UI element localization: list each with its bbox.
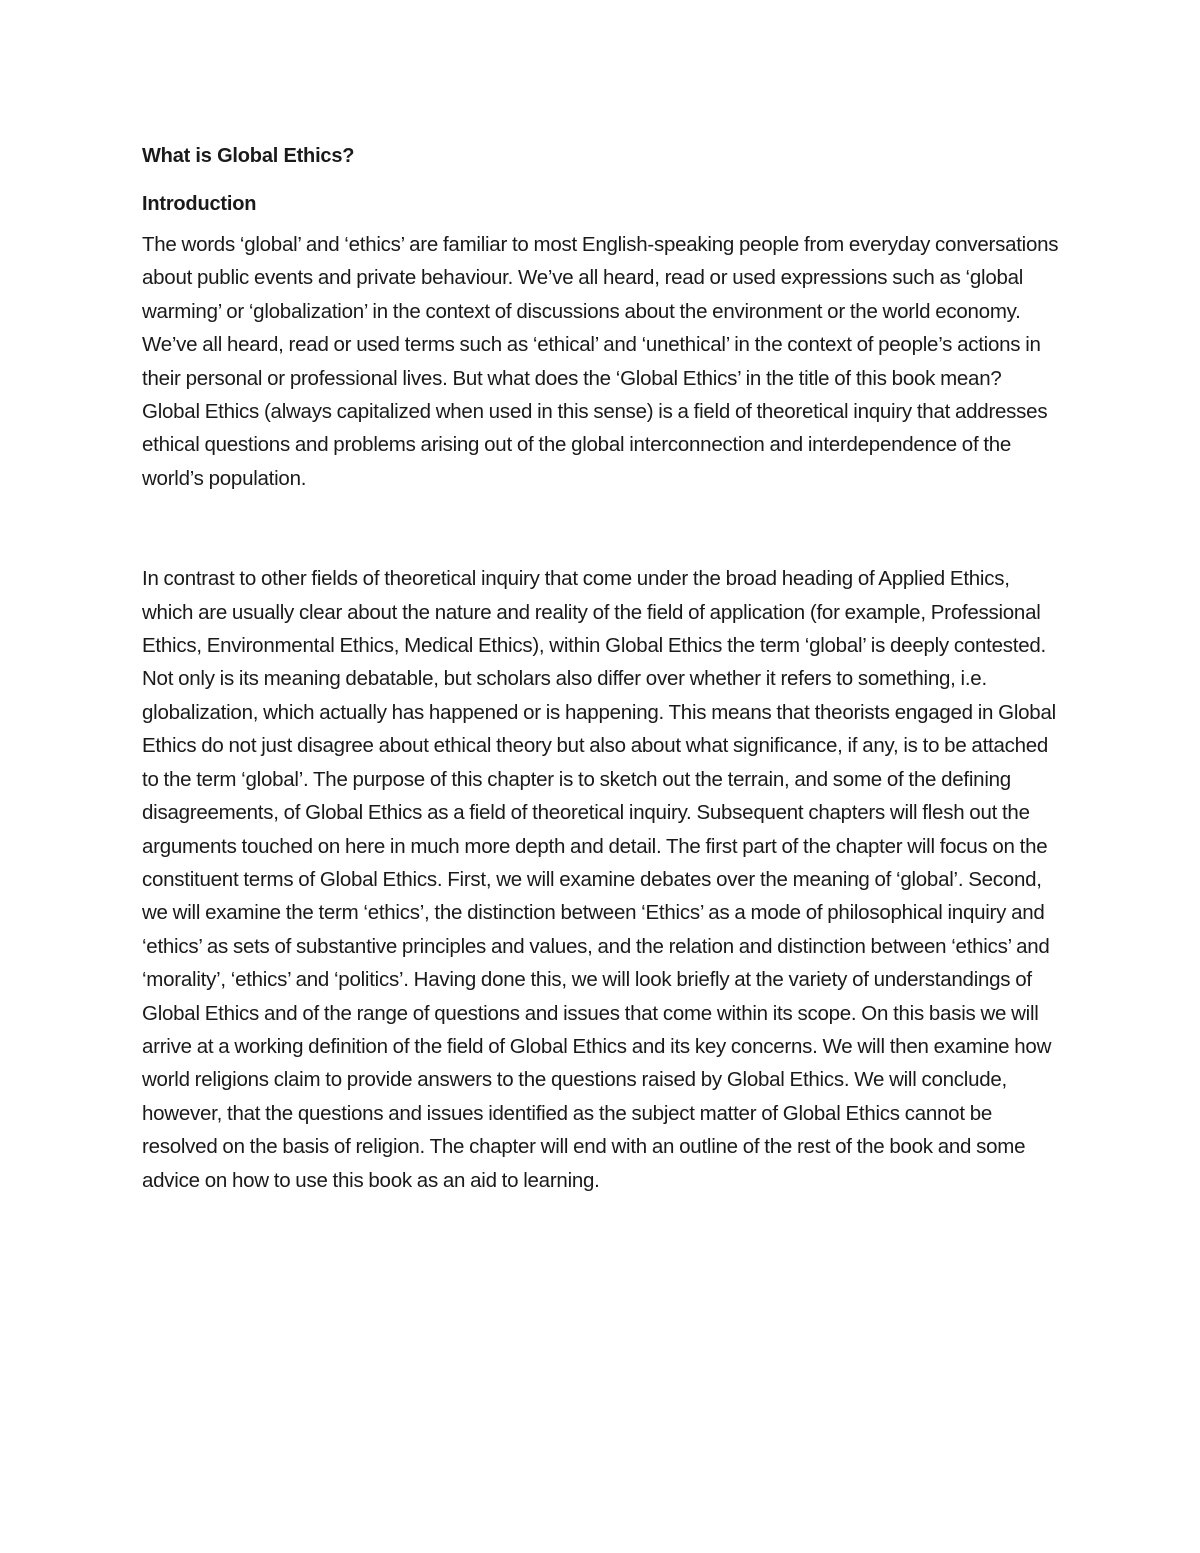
paragraph-1: The words ‘global’ and ‘ethics’ are familiar to most English-speaking people from everyday conversations about public events and private behaviour. We’ve all heard, read or used expressions such as ‘global warming’ or ‘globalization’ in the context of discussions about the environment or the world economy. We’ve all heard, read or used terms such as ‘ethical’ and ‘unethical’ in the context of people’s actions in their personal or professional lives. But what does the ‘Global Ethics’ in the title of this book mean? Global Ethics (always capitalized when used in this sense) is a field of theoretical inquiry that addresses ethical questions and problems arising out of the global interconnection and interdependence of the world’s population. [142,233,1059,490]
paragraph-2: In contrast to other fields of theoretical inquiry that come under the broad heading of Applied Ethics, which are usually clear about the nature and reality of the field of application (for example, Professional Ethics, Environmental Ethics, Medical Ethics), within Global Ethics the term ‘global’ is deeply contested. Not only is its meaning debatable, but scholars also differ over whether it refers to something, i.e. globalization, which actually has happened or is happening. This means that theorists engaged in Global Ethics do not just disagree about ethical theory but also about what significance, if any, is to be attached to the term ‘global’. The purpose of this chapter is to sketch out the terrain, and some of the defining disagreements, of Global Ethics as a field of theoretical inquiry. Subsequent chapters will flesh out the arguments touched on here in much more depth and detail. The first part of the chapter will focus on the constituent terms of Global Ethics. First, we will examine debates over the meaning of ‘global’. Second, we will examine the term ‘ethics’, the distinction between ‘Ethics’ as a mode of philosophical inquiry and ‘ethics’ as sets of substantive principles and values, and the relation and distinction between ‘ethics’ and ‘morality’, ‘ethics’ and ‘politics’. Having done this, we will look briefly at the variety of understandings of Global Ethics and of the range of questions and issues that come within its scope. On this basis we will arrive at a working definition of the field of Global Ethics and its key concerns. We will then examine how world religions claim to provide answers to the questions raised by Global Ethics. We will conclude, however, that the questions and issues identified as the subject matter of Global Ethics cannot be resolved on the basis of religion. The chapter will end with an outline of the rest of the book and some advice on how to use this book as an aid to learning. [142,567,1056,1192]
section-heading: Introduction [142,193,257,215]
document-body [142,142,1060,1197]
document-title: What is Global Ethics? [142,145,355,167]
